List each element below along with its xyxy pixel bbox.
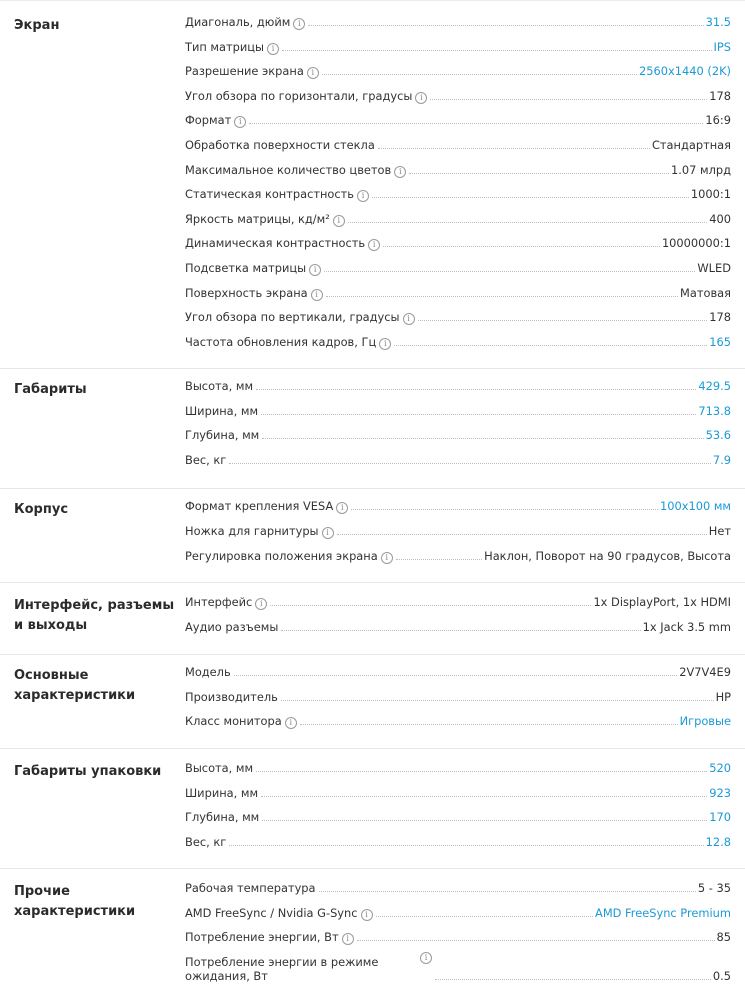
spec-value: 0.5: [712, 968, 731, 983]
section-title: Габариты упаковки: [14, 764, 162, 779]
spec-value: 178: [709, 310, 731, 325]
spec-label: Рабочая температура: [185, 881, 316, 895]
spec-label: Глубина, мм: [185, 428, 260, 443]
spec-row: [185, 544, 731, 564]
section-divider: [0, 748, 745, 749]
spec-label: Интерфейс: [185, 595, 253, 609]
dotted-leader: [351, 508, 658, 510]
info-icon[interactable]: i: [420, 952, 432, 964]
spec-value: 10000000:1: [661, 236, 731, 251]
section-divider: [0, 654, 745, 655]
dotted-leader: [261, 795, 707, 797]
info-icon[interactable]: i: [415, 92, 427, 104]
spec-value-link[interactable]: 7.9: [712, 452, 731, 467]
spec-row: [185, 374, 731, 394]
spec-label: Потребление энергии, Вт: [185, 930, 339, 945]
top-divider: [0, 0, 745, 1]
dotted-leader: [357, 939, 715, 941]
spec-label: Класс монитора: [185, 714, 282, 729]
info-icon[interactable]: i: [285, 717, 297, 729]
spec-label: Диагональ, дюйм: [185, 15, 291, 29]
dotted-leader: [322, 73, 637, 75]
spec-label: Подсветка матрицы: [185, 261, 307, 275]
dotted-leader: [262, 819, 707, 821]
dotted-leader: [308, 24, 703, 26]
spec-row: [185, 35, 731, 55]
spec-label: Угол обзора по горизонтали, градусы: [185, 88, 413, 103]
info-icon[interactable]: i: [381, 552, 393, 564]
spec-label: Максимальное количество цветов: [185, 162, 392, 177]
spec-row: [185, 448, 731, 468]
spec-row: [185, 330, 731, 350]
spec-value-link[interactable]: 165: [709, 334, 731, 349]
spec-row: [185, 423, 731, 443]
dotted-leader: [326, 295, 678, 297]
dotted-leader: [229, 462, 711, 464]
spec-value: 2V7V4E9: [679, 665, 731, 679]
spec-value-link[interactable]: Игровые: [679, 714, 731, 729]
dotted-leader: [378, 147, 650, 149]
spec-row: [185, 830, 731, 850]
dotted-leader: [282, 49, 712, 51]
spec-row: [185, 756, 731, 776]
spec-label: Глубина, мм: [185, 810, 260, 825]
info-icon[interactable]: i: [403, 313, 415, 325]
dotted-leader: [300, 723, 678, 725]
dotted-leader: [256, 388, 696, 390]
info-icon[interactable]: i: [368, 239, 380, 251]
spec-row: [185, 925, 731, 945]
dotted-leader: [281, 699, 714, 701]
dotted-leader: [376, 915, 594, 917]
section-title: Основные характеристики: [14, 668, 136, 703]
dotted-leader: [435, 978, 711, 980]
dotted-leader: [324, 270, 695, 272]
spec-value: WLED: [697, 261, 731, 275]
info-icon[interactable]: i: [333, 215, 345, 227]
info-icon[interactable]: i: [379, 338, 391, 350]
info-icon[interactable]: i: [342, 933, 354, 945]
spec-value: 1x Jack 3.5 mm: [642, 619, 731, 634]
spec-row: [185, 256, 731, 276]
dotted-leader: [319, 890, 696, 892]
spec-row: [185, 781, 731, 801]
info-icon[interactable]: i: [307, 67, 319, 79]
spec-row: [185, 660, 731, 680]
dotted-leader: [394, 344, 707, 346]
spec-row: [185, 10, 731, 30]
info-icon[interactable]: i: [361, 909, 373, 921]
dotted-leader: [418, 319, 708, 321]
dotted-leader: [372, 196, 689, 198]
spec-row: [185, 133, 731, 153]
spec-value: 1000:1: [690, 187, 731, 202]
spec-value-link[interactable]: 923: [709, 785, 731, 800]
spec-row: [185, 950, 731, 984]
info-icon[interactable]: i: [394, 166, 406, 178]
section-divider: [0, 582, 745, 583]
spec-label: Высота, мм: [185, 761, 254, 775]
dotted-leader: [249, 122, 703, 124]
spec-label: Ножка для гарнитуры: [185, 524, 319, 538]
spec-value: Нет: [708, 524, 731, 538]
spec-label: Вес, кг: [185, 834, 227, 849]
spec-row: [185, 901, 731, 921]
section-title: Экран: [14, 18, 60, 33]
dotted-leader: [281, 629, 640, 631]
spec-label: Формат крепления VESA: [185, 499, 334, 513]
dotted-leader: [229, 844, 703, 846]
spec-value: Матовая: [680, 285, 731, 300]
spec-row: [185, 519, 731, 539]
spec-row: [185, 590, 731, 610]
spec-row: [185, 108, 731, 128]
spec-value-link[interactable]: 520: [709, 761, 731, 775]
dotted-leader: [337, 533, 707, 535]
spec-label: Модель: [185, 665, 231, 679]
spec-row: [185, 207, 731, 227]
section-divider: [0, 368, 745, 369]
spec-row: [185, 182, 731, 202]
spec-row: [185, 158, 731, 178]
section-title: Корпус: [14, 502, 69, 517]
spec-value-link[interactable]: 31.5: [705, 15, 731, 29]
info-icon[interactable]: i: [311, 289, 323, 301]
spec-label: Тип матрицы: [185, 39, 265, 54]
info-icon[interactable]: i: [293, 18, 305, 30]
spec-value-link[interactable]: 100x100 мм: [659, 499, 731, 513]
spec-row: [185, 399, 731, 419]
spec-value-link[interactable]: 53.6: [705, 428, 731, 443]
spec-value-link[interactable]: 2560x1440 (2K): [639, 64, 731, 79]
spec-row: [185, 685, 731, 705]
spec-value: 1x DisplayPort, 1x HDMI: [593, 595, 731, 609]
spec-value: 85: [716, 930, 731, 945]
spec-value: HP: [715, 689, 731, 704]
dotted-leader: [409, 172, 669, 174]
section-title: Прочие характеристики: [14, 884, 136, 919]
spec-label: AMD FreeSync / Nvidia G-Sync: [185, 905, 358, 920]
spec-label: Поверхность экрана: [185, 285, 308, 300]
spec-label: Частота обновления кадров, Гц: [185, 334, 377, 349]
spec-value: 16:9: [705, 113, 731, 128]
spec-row: [185, 494, 731, 514]
spec-label: Высота, мм: [185, 379, 254, 393]
spec-label: Потребление энергии в режиме ожидания, Вт: [185, 954, 379, 983]
spec-value-link[interactable]: 12.8: [705, 834, 731, 849]
spec-row: [185, 231, 731, 251]
spec-row: [185, 84, 731, 104]
section-divider: [0, 488, 745, 489]
spec-value: 1.07 млрд: [671, 162, 731, 177]
spec-label: Формат: [185, 113, 232, 128]
spec-label: Угол обзора по вертикали, градусы: [185, 310, 400, 325]
spec-label: Ширина, мм: [185, 403, 259, 418]
info-icon[interactable]: i: [267, 43, 279, 55]
spec-label: Регулировка положения экрана: [185, 549, 378, 563]
spec-label: Производитель: [185, 689, 278, 704]
dotted-leader: [234, 674, 678, 676]
section-title: Габариты: [14, 382, 87, 397]
dotted-leader: [383, 245, 660, 247]
spec-value-link[interactable]: AMD FreeSync Premium: [595, 905, 731, 920]
dotted-leader: [270, 604, 591, 606]
spec-row: [185, 281, 731, 301]
dotted-leader: [261, 413, 696, 415]
info-icon[interactable]: i: [336, 502, 348, 514]
spec-label: Обработка поверхности стекла: [185, 138, 375, 152]
spec-value-link[interactable]: 713.8: [698, 403, 731, 418]
info-icon[interactable]: i: [322, 527, 334, 539]
spec-value: 178: [709, 88, 731, 103]
spec-label: Вес, кг: [185, 452, 227, 467]
spec-row: [185, 805, 731, 825]
spec-row: [185, 305, 731, 325]
spec-label: Яркость матрицы, кд/м²: [185, 211, 330, 226]
spec-label: Ширина, мм: [185, 785, 259, 800]
spec-row: [185, 59, 731, 79]
spec-value-link[interactable]: IPS: [713, 39, 731, 54]
spec-label: Аудио разъемы: [185, 619, 279, 634]
dotted-leader: [256, 770, 707, 772]
spec-value: Наклон, Поворот на 90 градусов, Высота: [484, 549, 731, 563]
section-title: Интерфейс, разъемы и выходы: [14, 598, 175, 633]
spec-label: Разрешение экрана: [185, 64, 304, 79]
section-divider: [0, 868, 745, 869]
spec-row: [185, 876, 731, 896]
spec-label: Статическая контрастность: [185, 187, 355, 202]
dotted-leader: [348, 221, 707, 223]
spec-value: 5 - 35: [697, 881, 731, 895]
info-icon[interactable]: i: [309, 264, 321, 276]
spec-label: Динамическая контрастность: [185, 236, 366, 251]
info-icon[interactable]: i: [255, 598, 267, 610]
spec-row: [185, 709, 731, 729]
dotted-leader: [430, 98, 707, 100]
spec-value: Стандартная: [651, 138, 731, 152]
spec-value-link[interactable]: 170: [709, 810, 731, 825]
dotted-leader: [262, 437, 703, 439]
spec-row: [185, 615, 731, 635]
spec-value-link[interactable]: 429.5: [698, 379, 731, 393]
dotted-leader: [396, 558, 482, 560]
info-icon[interactable]: i: [234, 116, 246, 128]
spec-value: 400: [709, 211, 731, 226]
info-icon[interactable]: i: [357, 190, 369, 202]
